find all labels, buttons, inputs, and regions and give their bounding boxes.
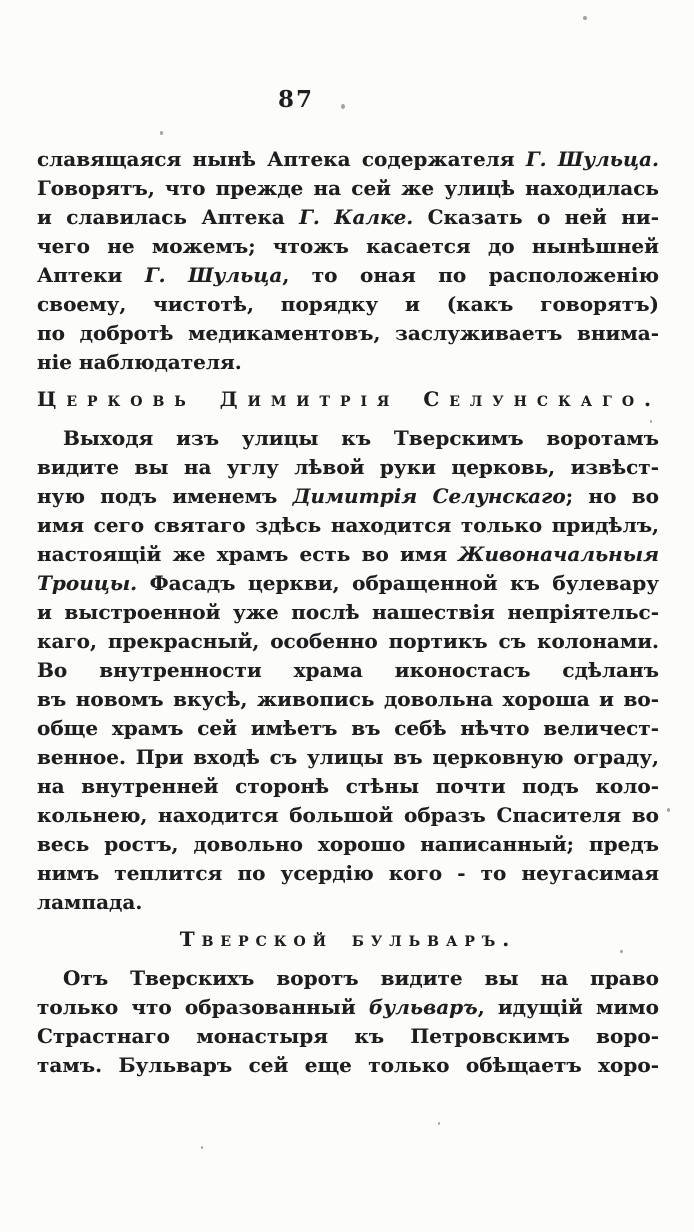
- text-segment: лампада.: [37, 890, 143, 914]
- text-line: [37, 261, 659, 290]
- text-line: [37, 714, 659, 743]
- heading-tserkov-dimitriya-selunskago: Церковь Димитрія Селунскаго.: [37, 387, 662, 411]
- text-segment: только что образованный: [37, 995, 369, 1019]
- text-line: [37, 1051, 659, 1080]
- text-segment: Выходя изъ улицы къ Тверскимъ воротамъ: [63, 426, 659, 450]
- text-segment: тамъ. Бульваръ сей еще только обѣщаетъ хоро-: [37, 1053, 659, 1077]
- text-segment: и славилась Аптека: [37, 205, 300, 229]
- scan-speck: [438, 1122, 440, 1125]
- italic-text-segment: Живоначальныя: [458, 542, 659, 566]
- text-segment: Сказать о ней ни-: [413, 205, 659, 229]
- text-segment: имя сего святаго здѣсь находится только придѣлъ,: [37, 513, 659, 537]
- scan-speck: [620, 950, 623, 953]
- text-segment: и выстроенной уже послѣ нашествія непріятельс-: [37, 600, 659, 624]
- text-segment: , идущій мимо: [477, 995, 659, 1019]
- text-segment: Аптеки: [37, 263, 145, 287]
- text-segment: настоящій же храмъ есть во имя: [37, 542, 459, 566]
- text-line: [37, 656, 659, 685]
- paragraph-tserkov-description: [37, 424, 659, 917]
- text-segment: видите вы на углу лѣвой руки церковь, извѣст-: [37, 455, 659, 479]
- text-line: [37, 540, 659, 569]
- italic-text-segment: Г. Шульца: [144, 263, 283, 287]
- text-segment: обще храмъ сей имѣетъ въ себѣ нѣчто величест-: [37, 716, 659, 740]
- text-block: [37, 145, 662, 1080]
- text-segment: Говорятъ, что прежде на сей же улицѣ находилась: [37, 176, 659, 200]
- paragraph-bulvar-description: [37, 964, 659, 1080]
- text-line: [37, 743, 659, 772]
- italic-text-segment: Г. Шульца.: [525, 147, 659, 171]
- text-line: [37, 145, 659, 174]
- text-line: [37, 801, 659, 830]
- text-line: [37, 482, 659, 511]
- scan-speck: [341, 104, 345, 109]
- text-line: [37, 174, 659, 203]
- text-segment: кольнею, находится большой образъ Спасителя во: [37, 803, 659, 827]
- text-line: [37, 772, 659, 801]
- text-segment: славящаяся нынѣ Аптека содержателя: [37, 147, 526, 171]
- text-segment: въ новомъ вкусѣ, живопись довольна хороша и во-: [37, 687, 659, 711]
- text-line: [37, 964, 659, 993]
- text-line: [37, 993, 659, 1022]
- italic-text-segment: бульваръ: [368, 995, 478, 1019]
- text-line: [37, 232, 659, 261]
- text-line: [37, 348, 659, 377]
- text-segment: Отъ Тверскихъ воротъ видите вы на право: [63, 966, 659, 990]
- text-line: [37, 859, 659, 888]
- page-number: 87: [277, 86, 314, 113]
- text-line: [37, 1022, 659, 1051]
- text-segment: Фасадъ церкви, обращенной къ булевару: [137, 571, 659, 595]
- text-line: [37, 453, 659, 482]
- text-segment: венное. При входѣ съ улицы въ церковную ограду,: [37, 745, 659, 769]
- scan-speck: [650, 420, 652, 423]
- text-segment: ную подъ именемъ: [37, 484, 293, 508]
- scan-speck: [583, 16, 587, 20]
- text-segment: Во внутренности храма иконостасъ сдѣланъ: [37, 658, 659, 682]
- text-segment: ніе наблюдателя.: [37, 350, 242, 374]
- text-segment: ; но во: [565, 484, 660, 508]
- text-line: [37, 598, 659, 627]
- text-line: [37, 203, 659, 232]
- italic-text-segment: Троицы.: [37, 571, 138, 595]
- scan-speck: [160, 131, 163, 135]
- text-segment: каго, прекрасный, особенно портикъ съ колонами.: [37, 629, 659, 653]
- italic-text-segment: Г. Калке.: [299, 205, 414, 229]
- text-segment: по добротѣ медикаментовъ, заслуживаетъ внима-: [37, 321, 659, 345]
- text-segment: своему, чистотѣ, порядку и (какъ говорятъ): [37, 292, 659, 316]
- text-segment: , то оная по расположенію: [282, 263, 659, 287]
- text-line: [37, 319, 659, 348]
- text-line: [37, 627, 659, 656]
- text-segment: нимъ теплится по усердію кого - то неугасимая: [37, 861, 659, 885]
- heading-tverskoy-bulvar: Тверской бульваръ.: [179, 927, 517, 951]
- text-segment: на внутренней сторонѣ стѣны почти подъ коло-: [37, 774, 659, 798]
- scan-speck: [667, 808, 670, 812]
- text-line: [37, 888, 659, 917]
- text-line: [37, 290, 659, 319]
- text-line: [37, 685, 659, 714]
- text-segment: чего не можемъ; чтожъ касается до нынѣшней: [37, 234, 659, 258]
- text-line: [37, 424, 659, 453]
- text-line: [37, 830, 659, 859]
- text-line: [37, 511, 659, 540]
- text-line: [37, 569, 659, 598]
- scan-speck: [201, 1146, 203, 1149]
- italic-text-segment: Димитрія Селунскаго: [292, 484, 566, 508]
- paragraph-apteka-shultsa: [37, 145, 659, 377]
- text-segment: Страстнаго монастыря къ Петровскимъ воро-: [37, 1024, 659, 1048]
- text-segment: весь ростъ, довольно хорошо написанный; предъ: [37, 832, 659, 856]
